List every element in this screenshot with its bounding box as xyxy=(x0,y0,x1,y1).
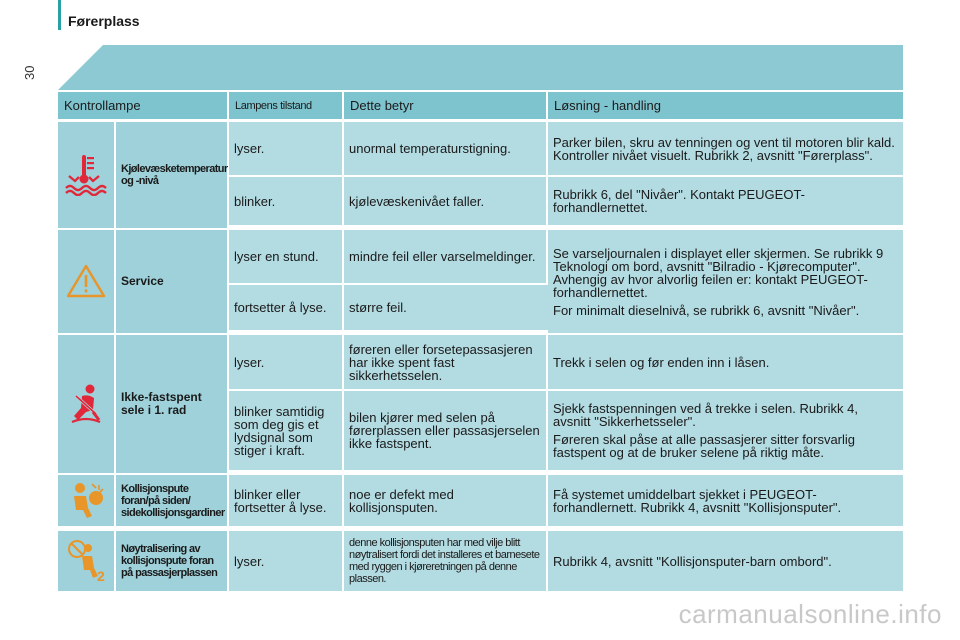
lamp-state: blinker eller fortsetter å lyse. xyxy=(229,475,344,531)
table-row xyxy=(58,531,903,593)
header-warning-light: Kontrollampe xyxy=(58,92,229,122)
action: Trekk i selen og før enden inn i låsen. xyxy=(548,335,903,391)
lamp-state: lyser. xyxy=(229,335,344,391)
lamp-state: lyser. xyxy=(229,122,344,177)
seatbelt-icon-cell xyxy=(58,335,116,475)
warning-name: Kollisjonspute foran/på siden/ sidekollisjonsgardiner xyxy=(116,475,229,531)
svg-text:2: 2 xyxy=(97,568,105,582)
meaning: bilen kjører med selen på førerplassen eller passasjerselen ikke fastspent. xyxy=(344,391,548,475)
warning-name: Nøytralisering av kollisjonspute foran på passasjerplassen xyxy=(116,531,229,593)
warning-name: Service xyxy=(116,230,229,335)
warning-lights-table xyxy=(58,92,903,593)
action: Få systemet umiddelbart sjekket i PEUGEOT-forhandlernett. Rubrikk 4, avsnitt "Kollisjonsputer". xyxy=(548,475,903,531)
service-warning-icon xyxy=(65,263,107,299)
table-row xyxy=(58,475,903,531)
meaning: denne kollisjonsputen har med vilje blitt nøytralisert fordi det installeres et barnesete med ryggen i kjøreretningen på denne plassen. xyxy=(344,531,548,593)
table-row xyxy=(58,122,903,177)
section-accent-bar xyxy=(58,0,61,30)
action-paragraph: For minimalt dieselnivå, se rubrikk 6, avsnitt "Nivåer". xyxy=(553,302,860,318)
header-meaning: Dette betyr xyxy=(344,92,548,122)
lamp-state: fortsetter å lyse. xyxy=(229,285,344,335)
action xyxy=(548,230,903,335)
section-title: Førerplass xyxy=(68,13,140,29)
seatbelt-icon xyxy=(66,382,106,424)
meaning: kjølevæskenivået faller. xyxy=(344,177,548,230)
lamp-state: lyser en stund. xyxy=(229,230,344,285)
action: Rubrikk 6, del "Nivåer". Kontakt PEUGEOT-forhandlernettet. xyxy=(548,177,903,230)
action-paragraph: Sjekk fastspenningen ved å trekke i selen. Rubrikk 4, avsnitt "Sikkerhetsseler". xyxy=(553,401,858,429)
action-paragraph: Se varseljournalen i displayet eller skjermen. Se rubrikk 9 Teknologi om bord, avsnitt "Bilradio - Kjørecomputer". Avhengig av hvor alvorlig feilen er: kontakt PEUGEOT-forhandlernettet. xyxy=(553,245,884,300)
meaning: unormal temperaturstigning. xyxy=(344,122,548,177)
action: Rubrikk 4, avsnitt "Kollisjonsputer-barn ombord". xyxy=(548,531,903,593)
table-header-row xyxy=(58,92,903,122)
watermark: carmanualsonline.info xyxy=(678,599,942,629)
meaning: større feil. xyxy=(344,285,548,335)
lamp-state: blinker. xyxy=(229,177,344,230)
warning-name: Kjølevæsketemperatur og -nivå xyxy=(116,122,229,230)
header-action: Løsning - handling xyxy=(548,92,903,122)
header-lamp-state: Lampens tilstand xyxy=(229,92,344,122)
airbag-icon-cell xyxy=(58,475,116,531)
lamp-state: blinker samtidig som deg gis et lydsignal som stiger i kraft. xyxy=(229,391,344,475)
airbag-icon xyxy=(66,480,106,520)
header-banner xyxy=(58,45,903,90)
coolant-temperature-icon xyxy=(63,152,109,196)
meaning: mindre feil eller varselmeldinger. xyxy=(344,230,548,285)
table-row xyxy=(58,230,903,285)
warning-name: Ikke-fastspent sele i 1. rad xyxy=(116,335,229,475)
airbag-off-icon xyxy=(64,538,108,582)
action xyxy=(548,391,903,475)
page-number: 30 xyxy=(22,65,37,80)
coolant-icon-cell xyxy=(58,122,116,230)
table-row xyxy=(58,335,903,391)
action-paragraph: Føreren skal påse at alle passasjerer sitter forsvarlig fastspent og at de bruker selene på riktig måte. xyxy=(553,432,856,460)
lamp-state: lyser. xyxy=(229,531,344,593)
action: Parker bilen, skru av tenningen og vent til motoren blir kald. Kontroller nivået visuelt. Rubrikk 2, avsnitt "Førerplass". xyxy=(548,122,903,177)
meaning: noe er defekt med kollisjonsputen. xyxy=(344,475,548,531)
meaning: føreren eller forsetepassasjeren har ikke spent fast sikkerhetsselen. xyxy=(344,335,548,391)
service-icon-cell xyxy=(58,230,116,335)
airbag-off-icon-cell xyxy=(58,531,116,593)
